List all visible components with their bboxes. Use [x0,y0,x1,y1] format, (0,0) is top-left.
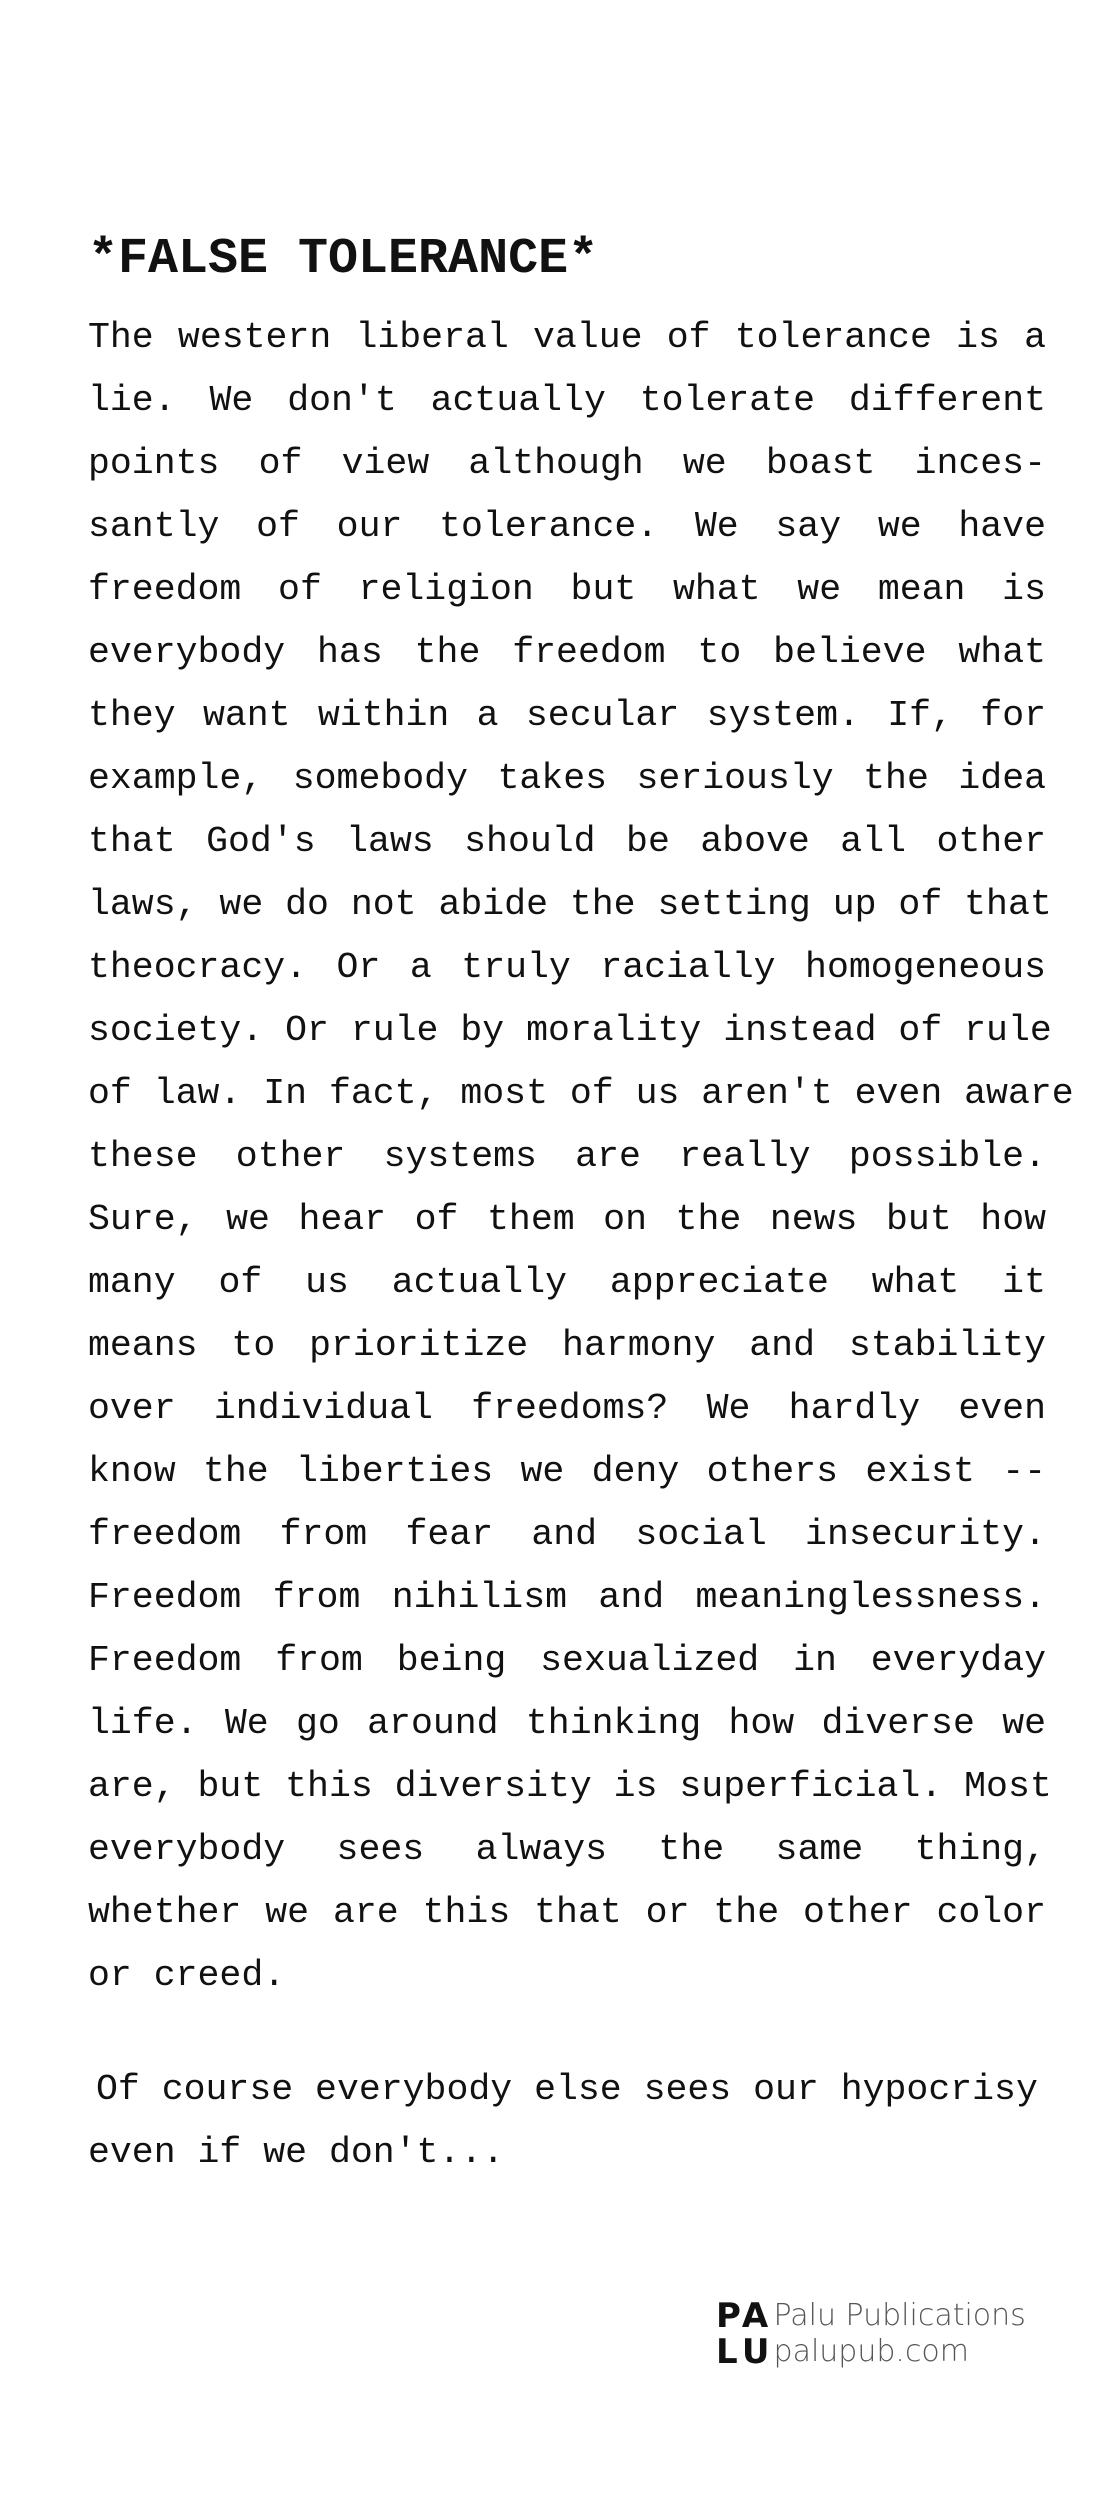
logo-letter: A [741,2296,767,2336]
body-line: freedom from fear and social insecurity. [88,1514,1046,1555]
logo-letter: L [716,2332,736,2372]
body-line: lie. We don't actually tolerate different [88,380,1046,421]
body-line: means to prioritize harmony and stability [88,1325,1046,1366]
publisher-info [774,2298,1026,2370]
body-line: whether we are this that or the other color [88,1892,1046,1933]
body-line: many of us actually appreciate what it [88,1262,1046,1303]
body-line: example, somebody takes seriously the idea [88,758,1046,799]
body-line: over individual freedoms? We hardly even [88,1388,1046,1429]
publisher-website: palupub.com [773,2334,970,2369]
body-line: laws, we do not abide the setting up of that [88,884,1052,925]
body-paragraph [88,306,1074,2007]
body-line: Freedom from nihilism and meaninglessness. [88,1577,1046,1618]
publisher-name: Palu Publications [773,2298,1026,2333]
closing-line: Of course everybody else sees our hypocrisy [96,2069,1038,2110]
body-line: are, but this diversity is superficial. Most [88,1766,1052,1807]
body-line: everybody sees always the same thing, [88,1829,1046,1870]
body-line: that God's laws should be above all other [88,821,1046,862]
body-line: life. We go around thinking how diverse we [88,1703,1046,1744]
body-line: these other systems are really possible. [88,1136,1046,1177]
palu-logo [716,2298,768,2370]
body-line: of law. In fact, most of us aren't even aware [88,1073,1074,1114]
logo-letter: U [741,2332,768,2372]
body-line: or creed. [88,1955,286,1996]
body-line: Freedom from being sexualized in everyday [88,1640,1046,1681]
logo-letter: P [716,2296,739,2336]
body-line: santly of our tolerance. We say we have [88,506,1046,547]
body-line: The western liberal value of tolerance is a [88,317,1046,358]
body-line: they want within a secular system. If, for [88,695,1046,736]
body-line: theocracy. Or a truly racially homogeneous [88,947,1046,988]
document-title: *FALSE TOLERANCE* [88,231,599,288]
body-line: everybody has the freedom to believe what [88,632,1046,673]
closing-paragraph [88,2058,1046,2184]
body-line: know the liberties we deny others exist -- [88,1451,1046,1492]
body-line: Sure, we hear of them on the news but how [88,1199,1046,1240]
body-line: freedom of religion but what we mean is [88,569,1046,610]
body-line: points of view although we boast inces- [88,443,1046,484]
body-line: society. Or rule by morality instead of rule [88,1010,1052,1051]
closing-line: even if we don't... [88,2132,505,2173]
publisher-branding [716,2296,1026,2372]
